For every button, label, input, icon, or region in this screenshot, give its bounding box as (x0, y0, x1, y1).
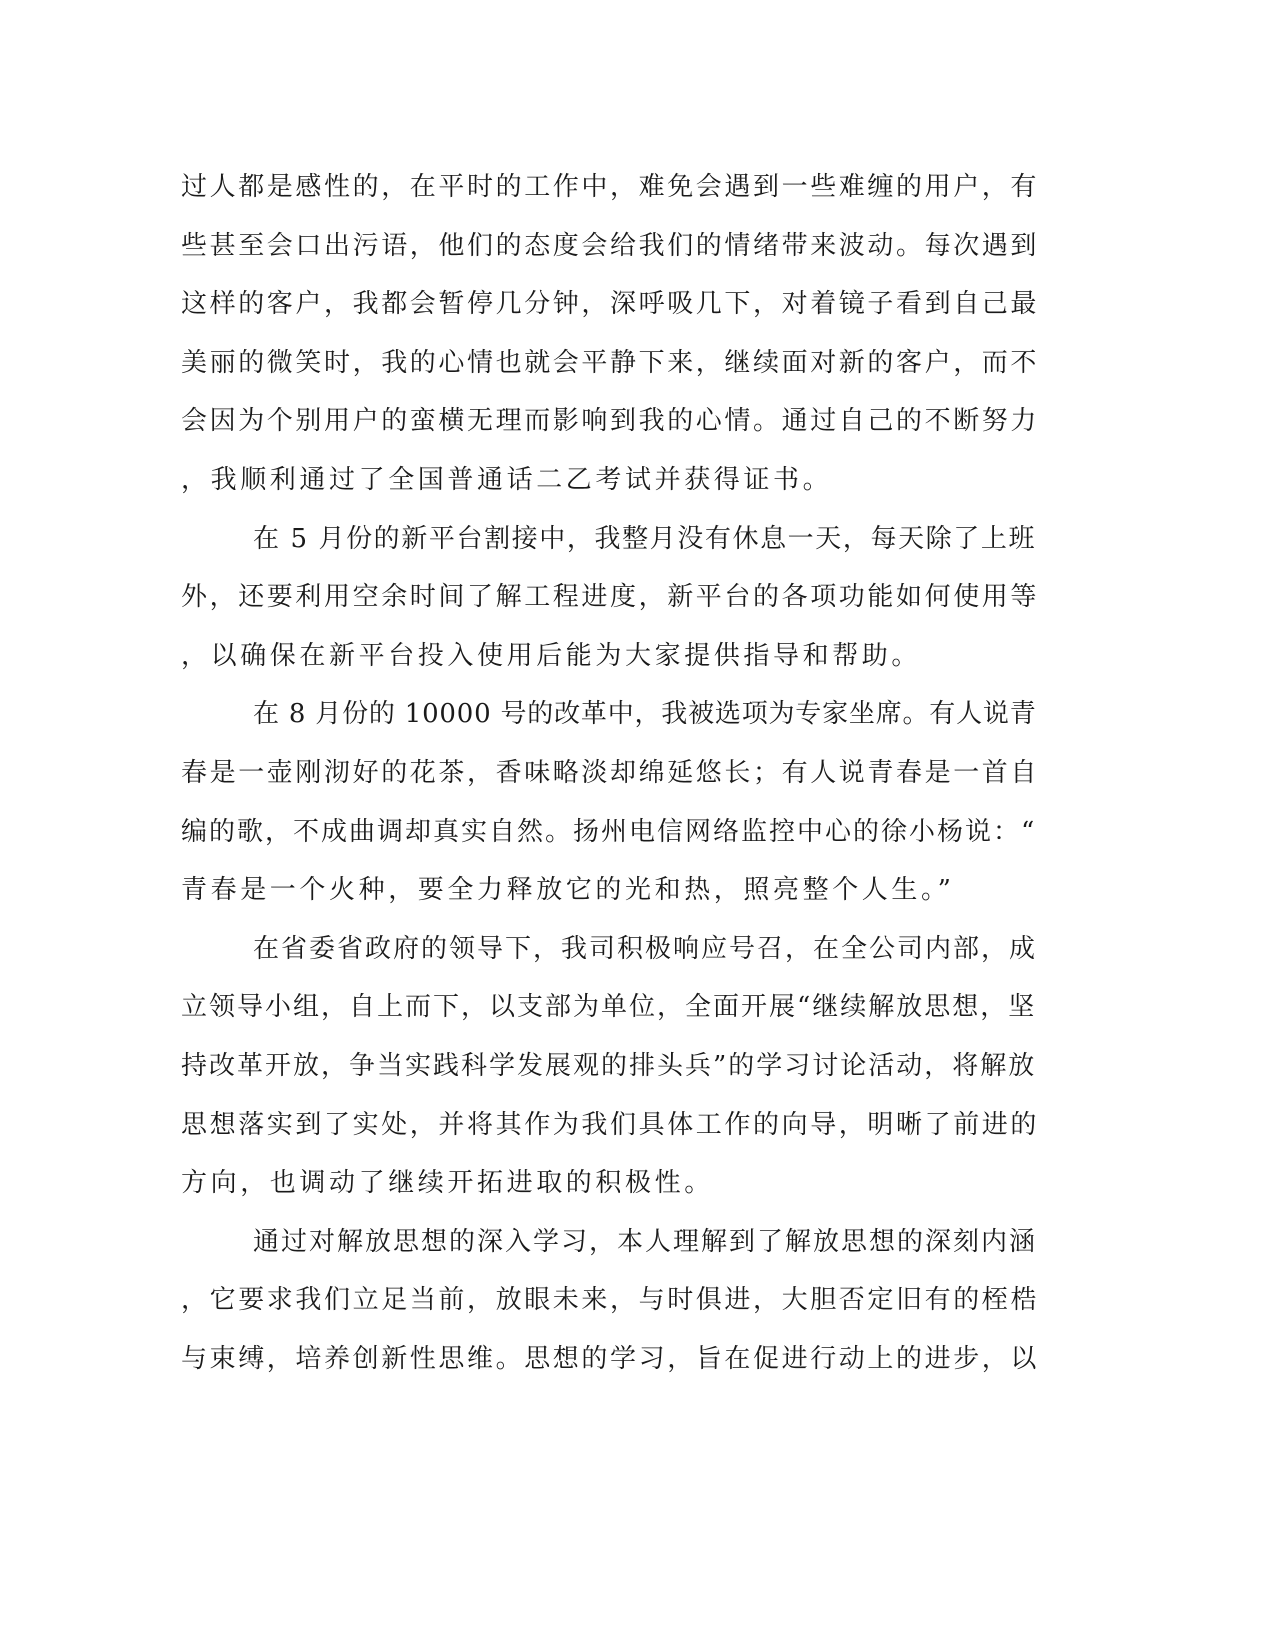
text-line: 在 5 月份的新平台割接中，我整月没有休息一天，每天除了上班 (253, 523, 1037, 554)
text-line: 会因为个别用户的蛮横无理而影响到我的心情。通过自己的不断努力 (181, 406, 1040, 437)
text-line: 通过对解放思想的深入学习，本人理解到了解放思想的深刻内涵 (253, 1226, 1038, 1257)
text-line: 持改革开放，争当实践科学发展观的排头兵”的学习讨论活动，将解放 (181, 1050, 1037, 1081)
text-line: 方向，也调动了继续开拓进取的积极性。 (181, 1168, 714, 1199)
text-line: 编的歌，不成曲调却真实自然。扬州电信网络监控中心的徐小杨说：“ (181, 816, 1037, 847)
text-line: 在省委省政府的领导下，我司积极响应号召，在全公司内部，成 (253, 933, 1038, 964)
text-line: 思想落实到了实处，并将其作为我们具体工作的向导，明晰了前进的 (181, 1109, 1040, 1140)
text-line: 与束缚，培养创新性思维。思想的学习，旨在促进行动上的进步，以 (181, 1343, 1040, 1374)
text-line: 青春是一个火种，要全力释放它的光和热，照亮整个人生。” (181, 875, 955, 906)
text-line: 过人都是感性的，在平时的工作中，难免会遇到一些难缠的用户，有 (181, 172, 1040, 202)
text-line: ，我顺利通过了全国普通话二乙考试并获得证书。 (181, 464, 833, 495)
text-line: ，以确保在新平台投入使用后能为大家提供指导和帮助。 (181, 640, 922, 671)
text-line: 美丽的微笑时，我的心情也就会平静下来，继续面对新的客户，而不 (181, 347, 1040, 378)
text-line: 在 8 月份的 10000 号的改革中，我被选项为专家坐席。有人说青 (253, 699, 1037, 730)
text-line: 外，还要利用空余时间了解工程进度，新平台的各项功能如何使用等 (181, 582, 1040, 613)
text-line: 些甚至会口出污语，他们的态度会给我们的情绪带来波动。每次遇到 (181, 230, 1040, 261)
text-line: ，它要求我们立足当前，放眼未来，与时俱进，大胆否定旧有的桎梏 (181, 1285, 1040, 1316)
document-body (181, 158, 1041, 1388)
text-line: 这样的客户，我都会暂停几分钟，深呼吸几下，对着镜子看到自己最 (181, 289, 1040, 320)
text-line: 春是一壶刚沏好的花茶，香味略淡却绵延悠长；有人说青春是一首自 (181, 757, 1040, 788)
text-line: 立领导小组，自上而下，以支部为单位，全面开展“继续解放思想，坚 (181, 992, 1037, 1023)
